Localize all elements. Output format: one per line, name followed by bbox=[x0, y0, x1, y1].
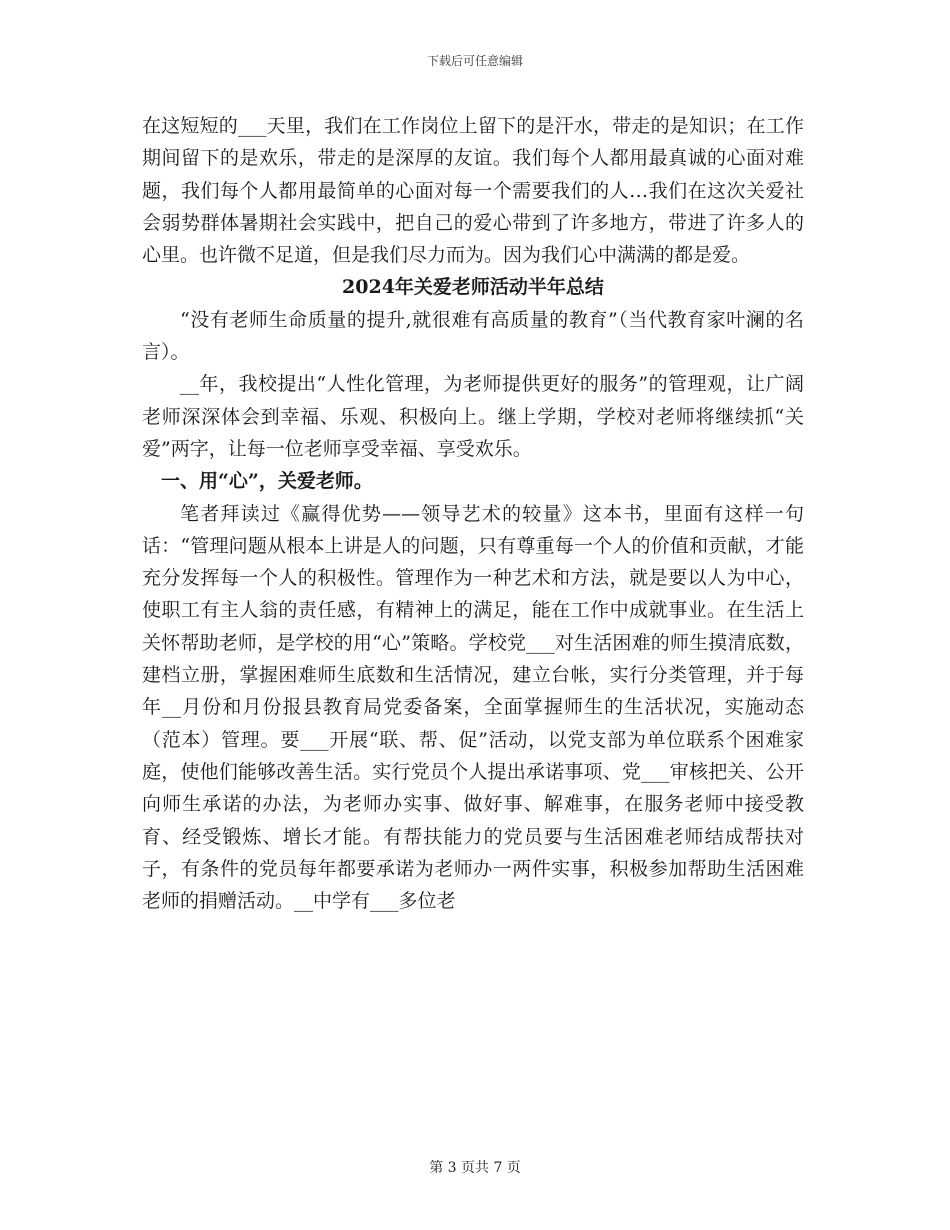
page-header: 下载后可任意编辑 bbox=[426, 54, 523, 68]
intro-paragraph: __年，我校提出“人性化管理，为老师提供更好的服务”的管理观，让广阔老师深深体会到幸福、乐观、积极向上。继上学期，学校对老师将继续抓“关爱”两字，让每一位老师享受幸福、享受欢乐。 bbox=[142, 373, 804, 460]
document-body bbox=[142, 110, 804, 917]
page-footer: 第 3 页共 7 页 bbox=[429, 1160, 521, 1176]
paragraph-continuation: 在这短短的___天里，我们在工作岗位上留下的是汗水，带走的是知识；在工作期间留下的是欢乐，带走的是深厚的友谊。我们每个人都用最真诚的心面对难题，我们每个人都用最简单的心面对每一个需要我们的人…我们在这次关爱社会弱势群体暑期社会实践中，把自己的爱心带到了许多地方，带进了许多人的心里。也许微不足道，但是我们尽力而为。因为我们心中满满的都是爱。 bbox=[142, 115, 804, 267]
section-body-paragraph: 笔者拜读过《赢得优势——领导艺术的较量》这本书，里面有这样一句话：“管理问题从根本上讲是人的问题，只有尊重每一个人的价值和贡献，才能充分发挥每一个人的积极性。管理作为一种艺术和方法，就是要以人为中心，使职工有主人翁的责任感，有精神上的满足，能在工作中成就事业。在生活上关怀帮助老师，是学校的用“心”策略。学校党___对生活困难的师生摸清底数，建档立册，掌握困难师生底数和生活情况，建立台帐，实行分类管理，并于每年__月份和月份报县教育局党委备案，全面掌握师生的生活状况，实施动态（范本）管理。要___开展“联、帮、促”活动，以党支部为单位联系个困难家庭，使他们能够改善生活。实行党员个人提出承诺事项、党___审核把关、公开向师生承诺的办法，为老师办实事、做好事、解难事，在服务老师中接受教育、经受锻炼、增长才能。有帮扶能力的党员要与生活困难老师结成帮扶对子，有条件的党员每年都要承诺为老师办一两件实事，积极参加帮助生活困难老师的捐赠活动。__中学有___多位老 bbox=[142, 502, 804, 913]
section-heading: 一、用“心”，关爱老师。 bbox=[161, 470, 373, 493]
document-title: 2024年关爱老师活动半年总结 bbox=[342, 276, 604, 299]
quote-paragraph: “没有老师生命质量的提升,就很难有高质量的教育”（当代教育家叶澜的名言）。 bbox=[142, 308, 804, 364]
